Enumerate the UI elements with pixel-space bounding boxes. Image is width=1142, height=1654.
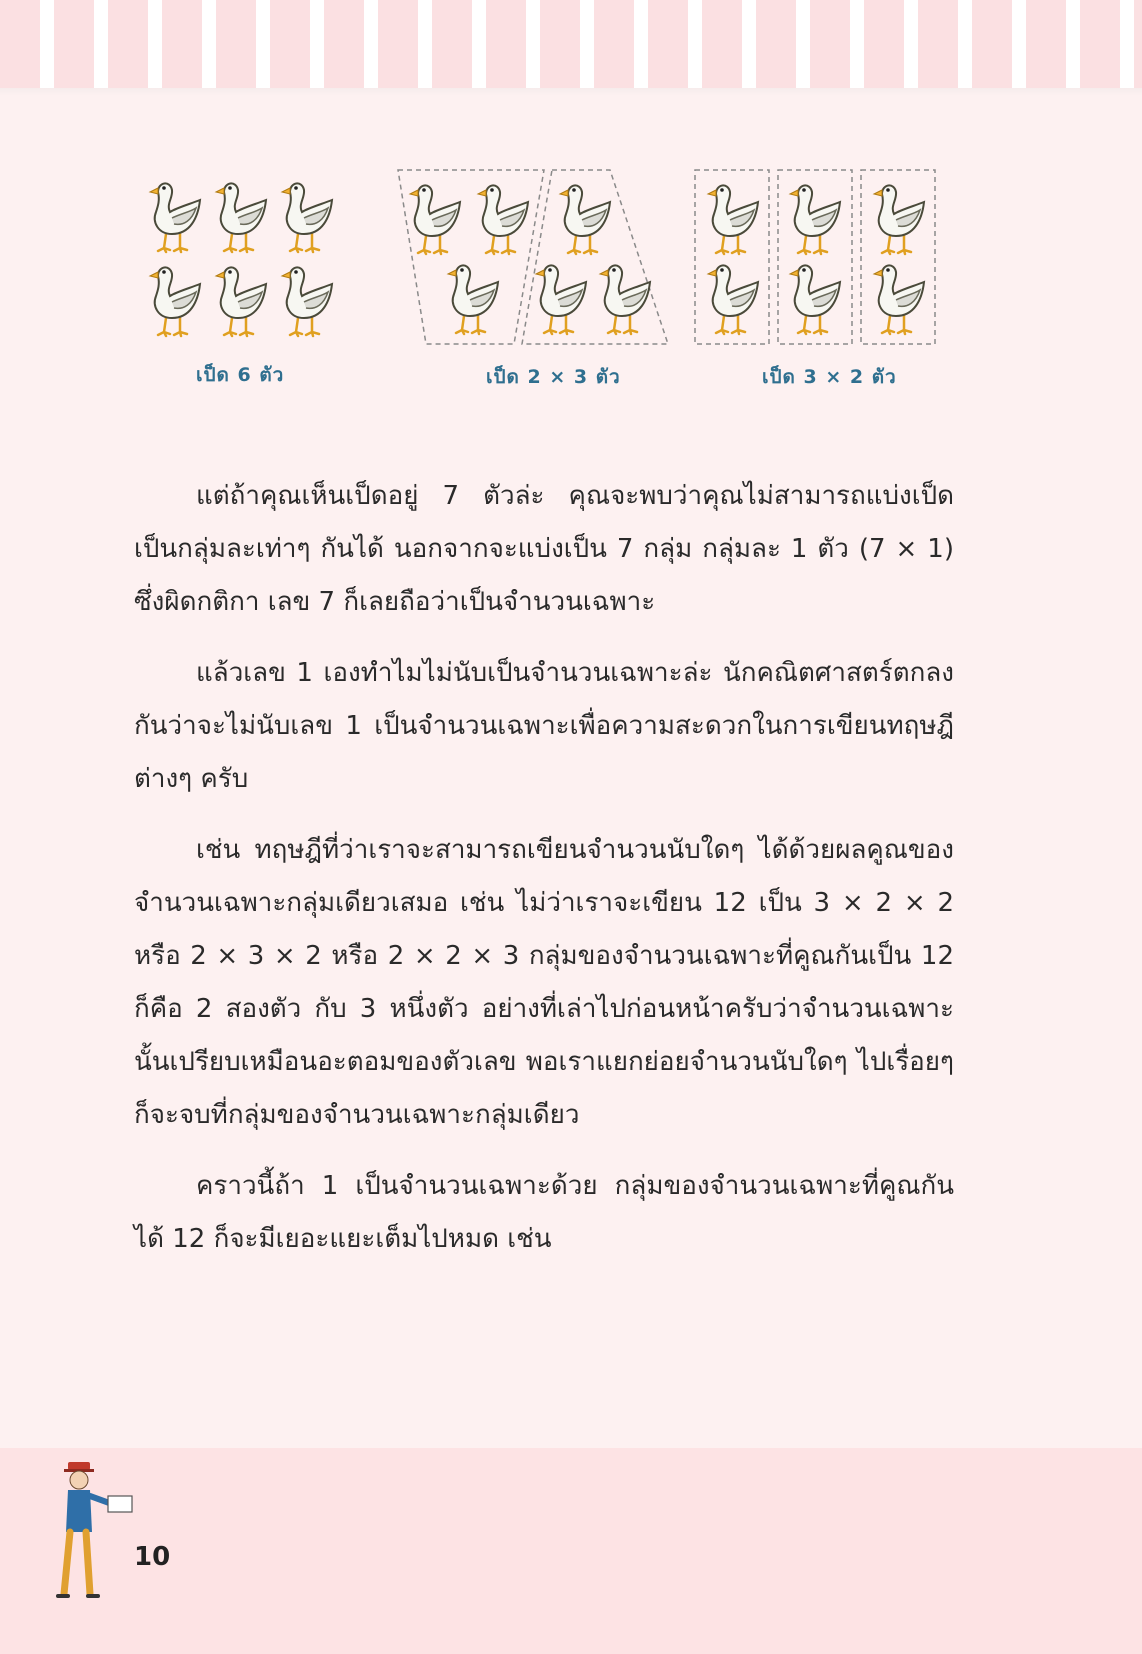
paragraph-4: คราวนี้ถ้า 1 เป็นจำนวนเฉพาะด้วย กลุ่มของจำนวนเฉพาะที่คูณกันได้ 12 ก็จะมีเยอะแยะเต็มไปหมด เช่น xyxy=(134,1171,954,1254)
figure-three-by-two xyxy=(694,160,944,388)
paragraph-3: เช่น ทฤษฎีที่ว่าเราจะสามารถเขียนจำนวนนับใดๆ ได้ด้วยผลคูณของจำนวนเฉพาะกลุ่มเดียวเสมอ เช่น ไม่ว่าเราจะเขียน 12 เป็น 3 × 2 × 2 หรือ 2 × 3 × 2 หรือ 2 × 2 × 3 กลุ่มของจำนวนเฉพาะที่คูณกันเป็น 12 ก็คือ 2 สองตัว กับ 3 หนึ่งตัว อย่างที่เล่าไปก่อนหน้าครับว่าจำนวนเฉพาะนั้นเปรียบเหมือนอะตอมของตัวเลข พอเราแยกย่อยจำนวนนับใดๆ ไปเรื่อยๆ ก็จะจบที่กลุ่มของจำนวนเฉพาะกลุ่มเดียว xyxy=(134,835,954,1130)
mascot-character-icon xyxy=(48,1456,138,1606)
duck-figures xyxy=(0,160,1142,400)
three-by-two-illustration xyxy=(694,160,944,360)
page-number: 10 xyxy=(134,1542,171,1572)
caption-six-ducks: เป็ด 6 ตัว xyxy=(196,364,285,386)
top-stripe-banner xyxy=(0,0,1142,88)
paragraph-1: แต่ถ้าคุณเห็นเป็ดอยู่ 7 ตัวล่ะ คุณจะพบว่าคุณไม่สามารถแบ่งเป็ดเป็นกลุ่มละเท่าๆ กันได้ นอกจากจะแบ่งเป็น 7 กลุ่ม กลุ่มละ 1 ตัว (7 × 1) ซึ่งผิดกติกา เลข 7 ก็เลยถือว่าเป็นจำนวนเฉพาะ xyxy=(134,481,954,617)
two-by-three-illustration xyxy=(396,160,676,360)
figure-six-ducks xyxy=(150,160,350,386)
six-ducks-illustration xyxy=(150,160,350,360)
caption-three-by-two: เป็ด 3 × 2 ตัว xyxy=(762,366,897,388)
paragraph-2: แล้วเลข 1 เองทำไมไม่นับเป็นจำนวนเฉพาะล่ะ นักคณิตศาสตร์ตกลงกันว่าจะไม่นับเลข 1 เป็นจำนวนเฉพาะเพื่อความสะดวกในการเขียนทฤษฎีต่างๆ ครับ xyxy=(134,658,954,794)
footer-band xyxy=(0,1448,1142,1654)
caption-two-by-three: เป็ด 2 × 3 ตัว xyxy=(486,366,621,388)
body-text xyxy=(134,470,954,1284)
figure-two-by-three xyxy=(396,160,676,388)
